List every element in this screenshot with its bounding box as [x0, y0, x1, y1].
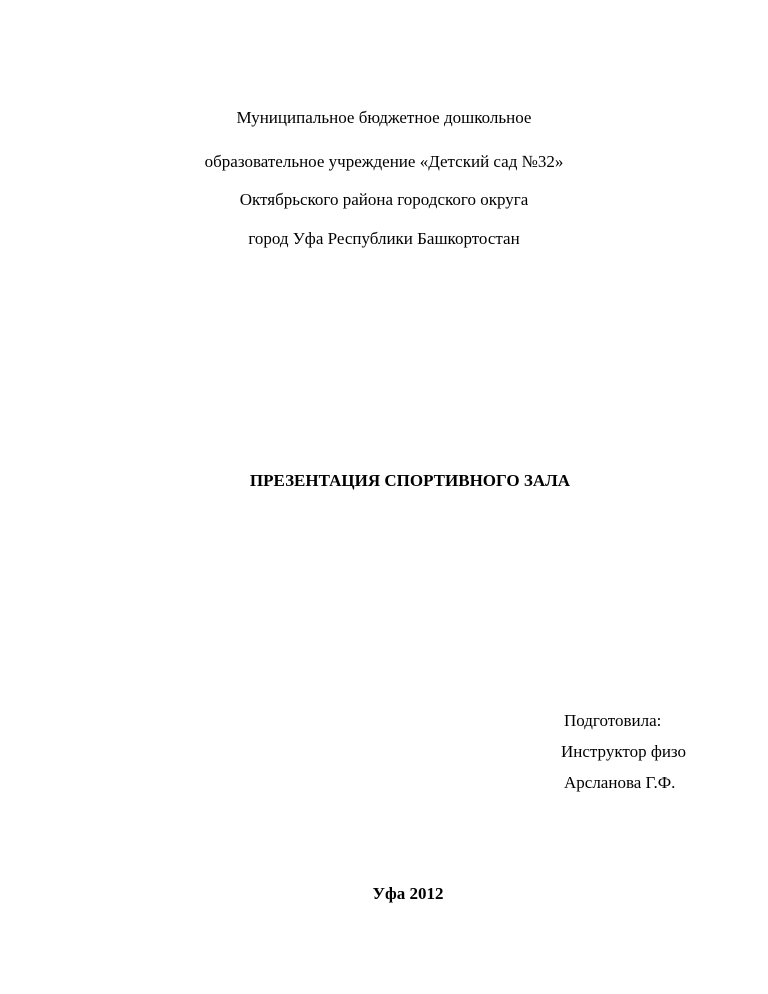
city-year: Уфа 2012	[372, 884, 444, 903]
prepared-by-label: Подготовила:	[564, 711, 662, 730]
author-name: Арсланова Г.Ф.	[564, 773, 676, 792]
institution-line-2: образовательное учреждение «Детский сад №32»	[204, 152, 564, 171]
institution-line-1: Муниципальное бюджетное дошкольное	[236, 108, 532, 127]
institution-line-3: Октябрьского района городского округа	[239, 190, 529, 209]
institution-line-4: город Уфа Республики Башкортостан	[248, 229, 520, 248]
author-position: Инструктор физо	[561, 742, 687, 761]
document-title: ПРЕЗЕНТАЦИЯ СПОРТИВНОГО ЗАЛА	[249, 471, 571, 490]
